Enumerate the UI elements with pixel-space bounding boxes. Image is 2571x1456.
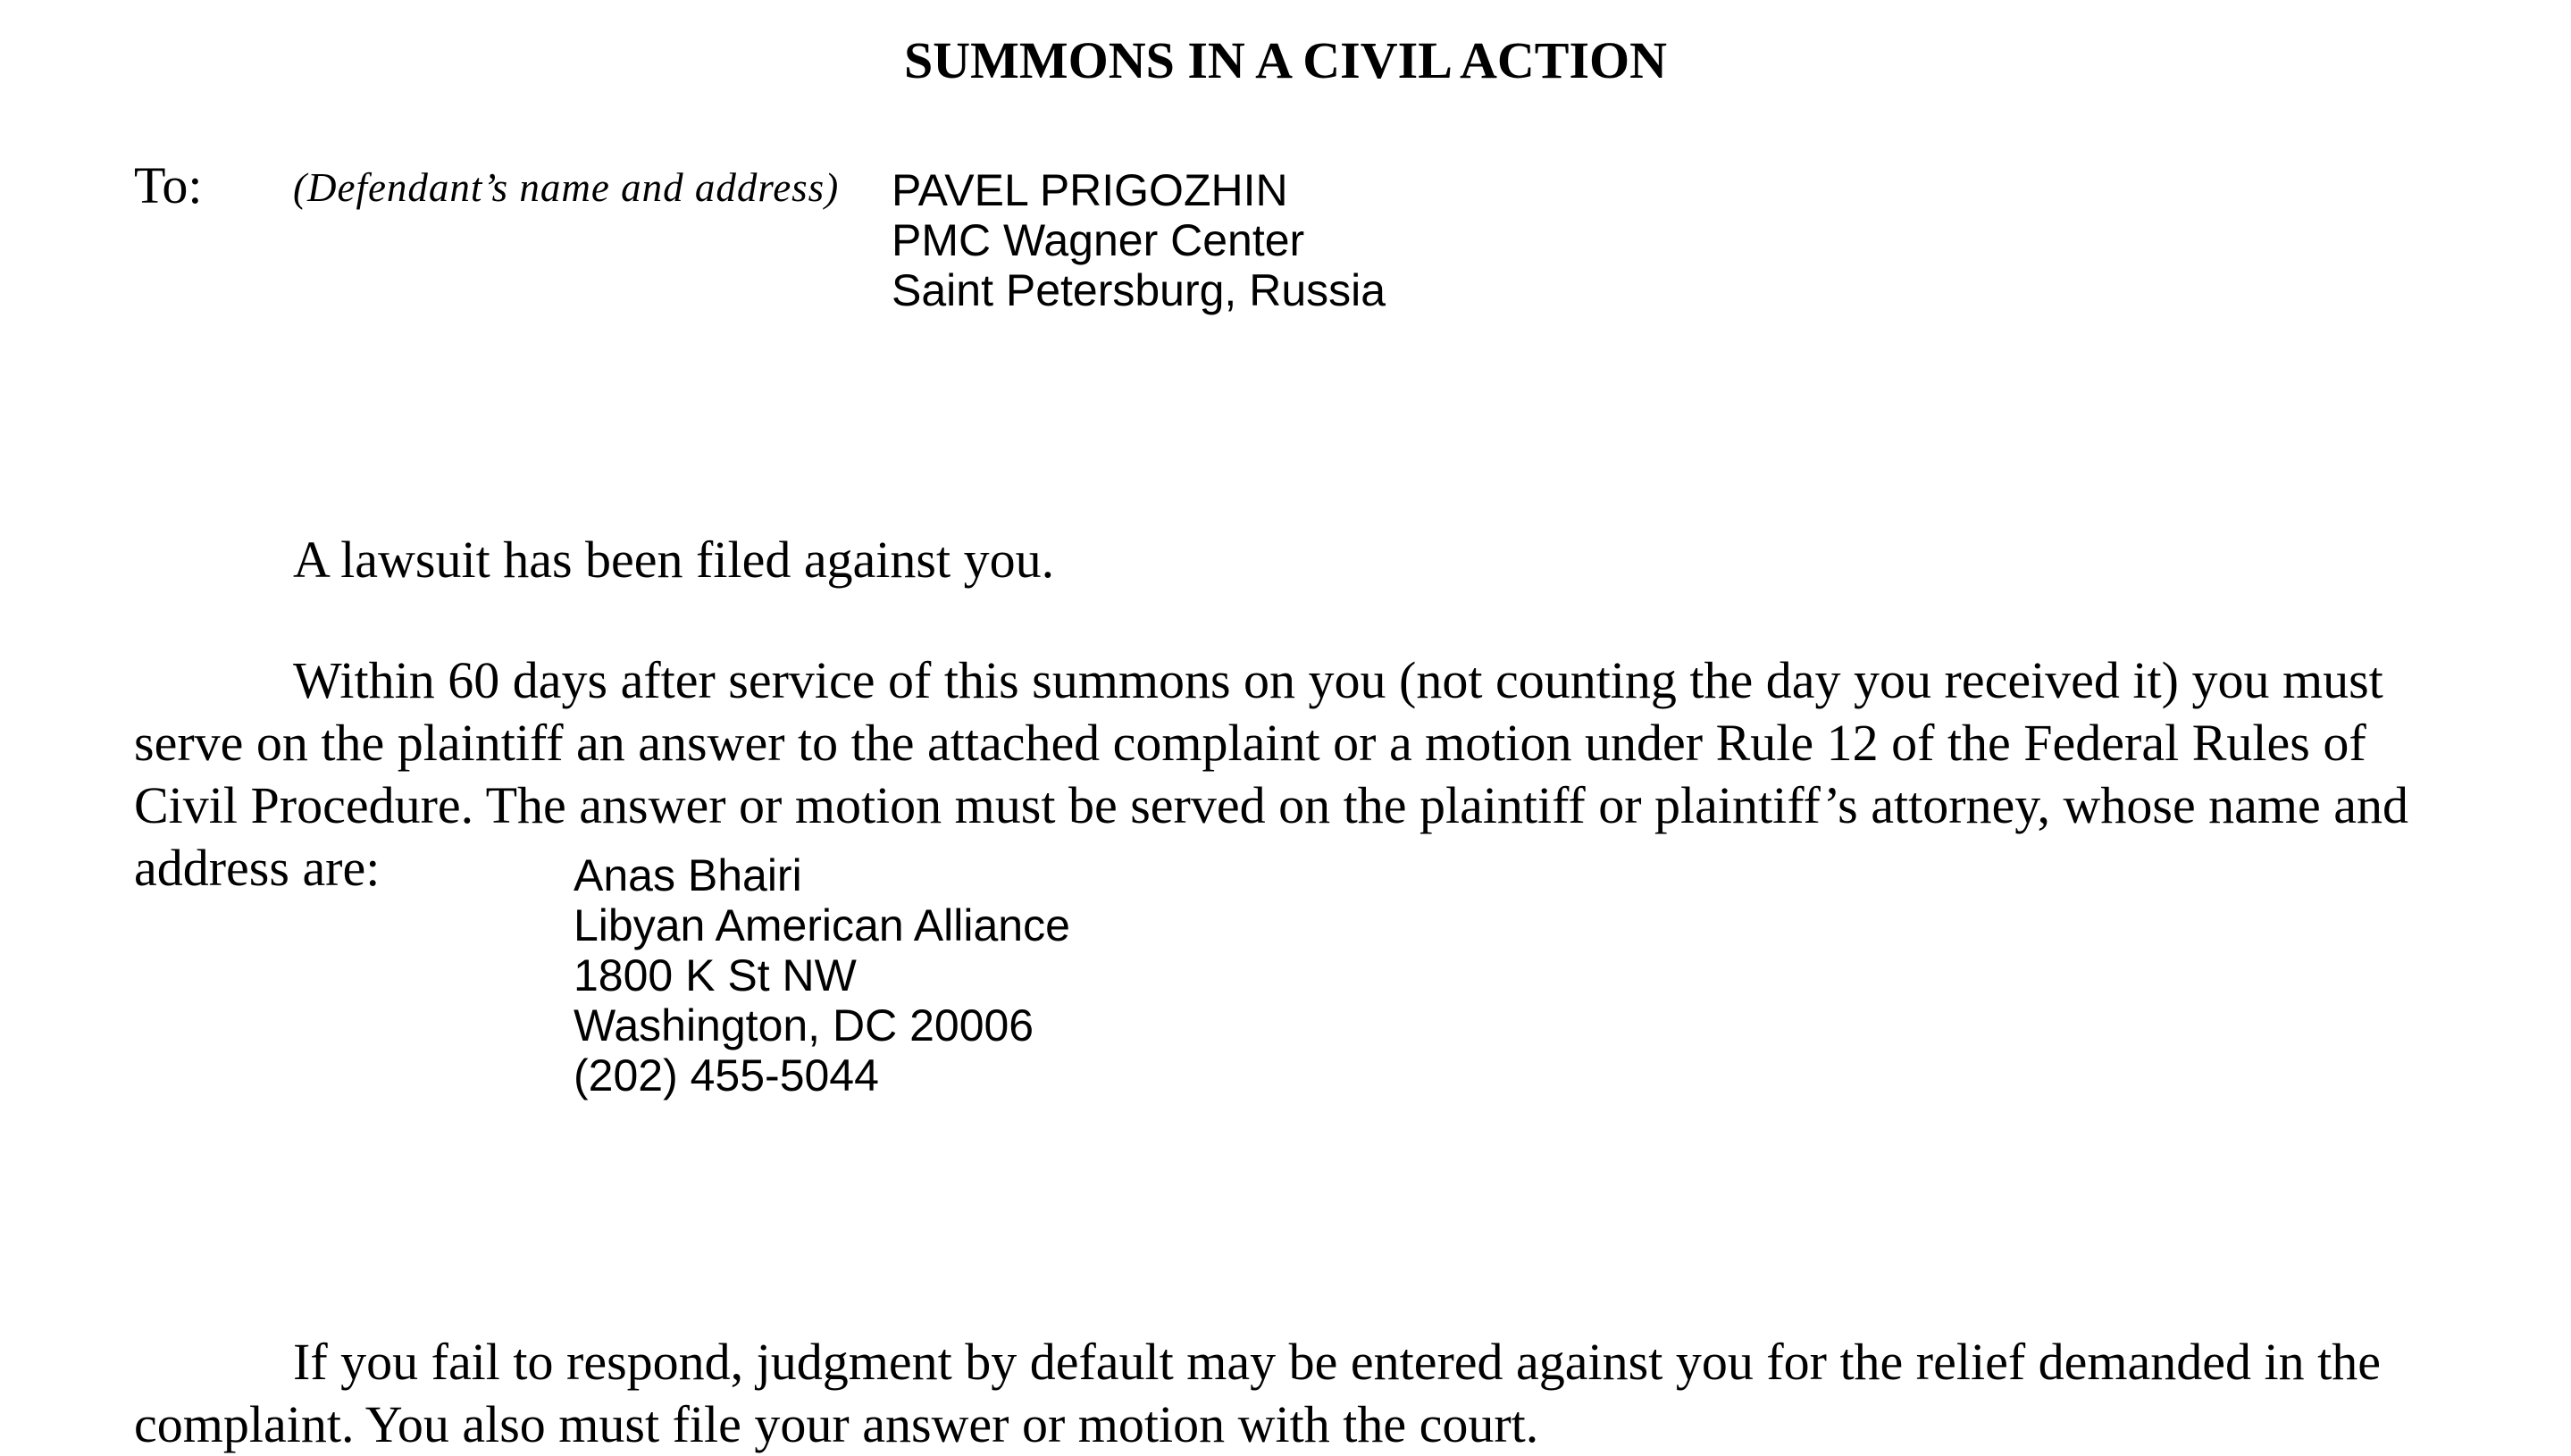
to-label: To: — [134, 156, 203, 214]
lawsuit-statement: A lawsuit has been filed against you. — [293, 531, 1055, 589]
paragraph-line: serve on the plaintiff an answer to the attached complaint or a motion under Rule 12 of the Federal Rules of — [134, 714, 2366, 772]
attorney-city-state-zip: Washington, DC 20006 — [574, 1000, 1034, 1050]
paragraph-line: address are: — [134, 839, 381, 897]
document-title: SUMMONS IN A CIVIL ACTION — [903, 31, 1668, 89]
attorney-street: 1800 K St NW — [574, 950, 857, 1000]
attorney-name: Anas Bhairi — [574, 850, 802, 900]
default-judgment-paragraph — [134, 1331, 2381, 1456]
defendant-address-line2: Saint Petersburg, Russia — [892, 265, 1386, 315]
defendant-address-block — [892, 165, 1386, 315]
defendant-address-line1: PMC Wagner Center — [892, 215, 1305, 265]
attorney-organization: Libyan American Alliance — [574, 900, 1070, 950]
paragraph-line: Within 60 days after service of this summons on you (not counting the day you received it) you must — [293, 651, 2383, 709]
defendant-name: PAVEL PRIGOZHIN — [892, 165, 1288, 215]
paragraph-line: If you fail to respond, judgment by default may be entered against you for the relief demanded in the — [293, 1333, 2381, 1391]
paragraph-line: complaint. You also must file your answer or motion with the court. — [134, 1395, 1539, 1453]
paragraph-line: Civil Procedure. The answer or motion must be served on the plaintiff or plaintiff’s attorney, whose name and — [134, 776, 2409, 834]
response-instructions-paragraph — [134, 649, 2408, 900]
attorney-phone: (202) 455-5044 — [574, 1050, 879, 1100]
defendant-caption: (Defendant’s name and address) — [293, 165, 840, 210]
attorney-address-block — [574, 850, 1070, 1100]
